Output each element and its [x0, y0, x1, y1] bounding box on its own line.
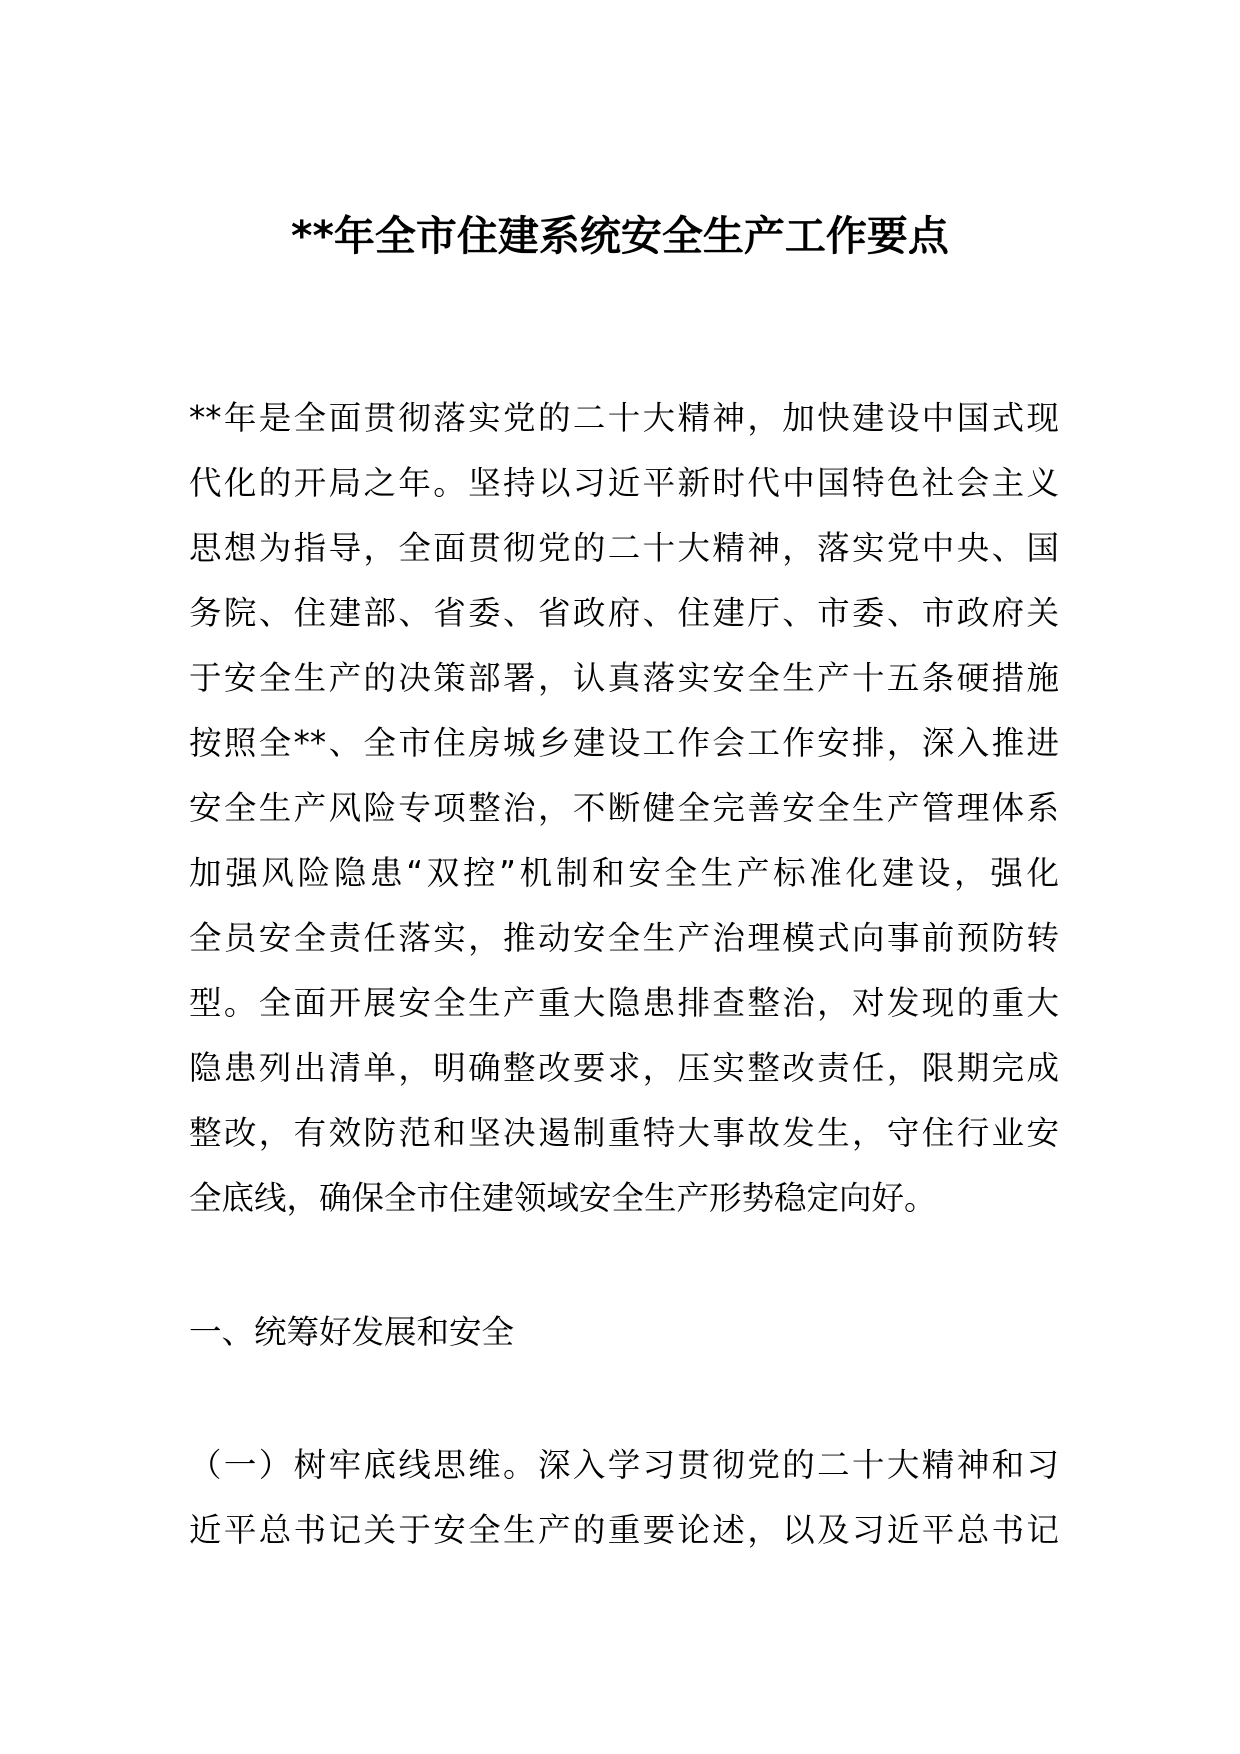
paragraph-line: 思想为指导，全面贯彻党的二十大精神，落实党中央、国: [189, 529, 1059, 567]
document-title: **年全市住建系统安全生产工作要点: [291, 212, 949, 260]
paragraph-line: **年是全面贯彻落实党的二十大精神，加快建设中国式现: [189, 399, 1059, 437]
paragraph-line: 安全生产风险专项整治，不断健全完善安全生产管理体系: [189, 789, 1059, 827]
section-paragraph: [189, 1433, 1059, 1563]
paragraph-line: 代化的开局之年。坚持以习近平新时代中国特色社会主义: [189, 464, 1059, 502]
paragraph-line: 务院、住建部、省委、省政府、住建厅、市委、市政府关: [189, 594, 1059, 632]
paragraph-line: 全底线，确保全市住建领域安全生产形势稳定向好。: [189, 1179, 937, 1217]
intro-paragraph: [189, 386, 1059, 1231]
paragraph-line: 隐患列出清单，明确整改要求，压实整改责任，限期完成: [189, 1049, 1059, 1087]
paragraph-line: 于安全生产的决策部署，认真落实安全生产十五条硬措施: [189, 659, 1059, 697]
paragraph-line: 型。全面开展安全生产重大隐患排查整治，对发现的重大: [189, 984, 1059, 1022]
paragraph-line: 整改，有效防范和坚决遏制重特大事故发生，守住行业安: [189, 1114, 1059, 1152]
paragraph-line: （一）树牢底线思维。深入学习贯彻党的二十大精神和习: [189, 1446, 1059, 1484]
paragraph-line: 按照全**、全市住房城乡建设工作会工作安排，深入推进: [189, 724, 1059, 762]
paragraph-line: 近平总书记关于安全生产的重要论述，以及习近平总书记: [189, 1511, 1059, 1549]
paragraph-line: 全员安全责任落实，推动安全生产治理模式向事前预防转: [189, 919, 1059, 957]
section-heading: 一、统筹好发展和安全: [189, 1313, 515, 1351]
paragraph-line: 加强风险隐患“双控”机制和安全生产标准化建设，强化: [189, 854, 1059, 892]
